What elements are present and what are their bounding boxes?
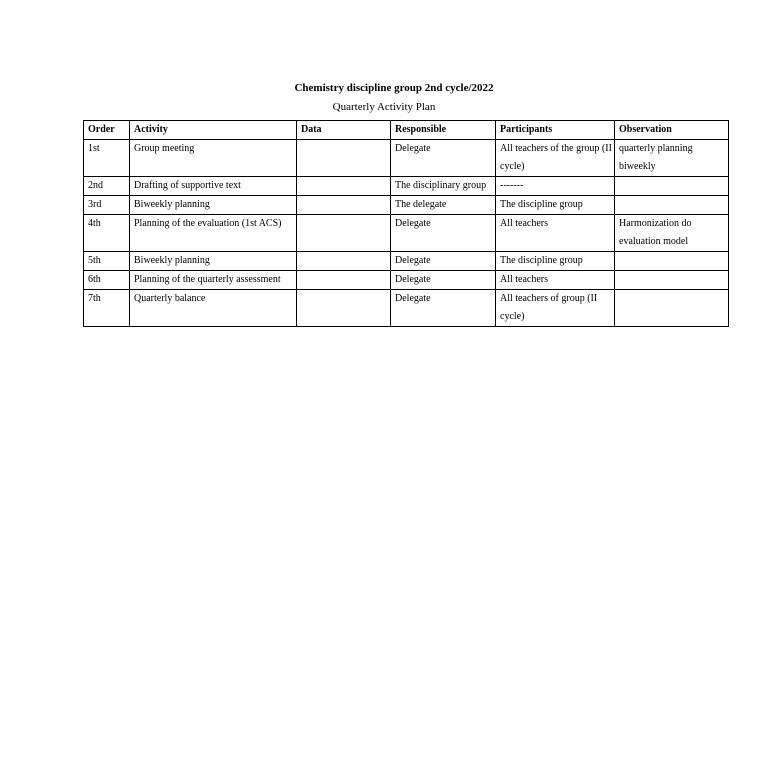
cell-order: 5th	[84, 252, 130, 271]
header-data: Data	[297, 121, 391, 140]
table-header-row	[84, 121, 729, 140]
table-row	[84, 215, 729, 252]
cell-observation	[615, 271, 729, 290]
cell-activity: Planning of the quarterly assessment	[130, 271, 297, 290]
cell-activity: Biweekly planning	[130, 196, 297, 215]
cell-data	[297, 290, 391, 327]
header-activity: Activity	[130, 121, 297, 140]
document-subtitle: Quarterly Activity Plan	[332, 101, 436, 113]
cell-order: 3rd	[84, 196, 130, 215]
cell-responsible: Delegate	[391, 290, 496, 327]
cell-order: 7th	[84, 290, 130, 327]
cell-participants: The discipline group	[496, 252, 615, 271]
cell-responsible: The disciplinary group	[391, 177, 496, 196]
cell-participants: -------	[496, 177, 615, 196]
table-row	[84, 271, 729, 290]
cell-responsible: Delegate	[391, 215, 496, 252]
cell-observation: Harmonization do evaluation model	[615, 215, 729, 252]
cell-data	[297, 140, 391, 177]
table-row	[84, 177, 729, 196]
cell-observation	[615, 252, 729, 271]
cell-observation	[615, 290, 729, 327]
cell-activity: Planning of the evaluation (1st ACS)	[130, 215, 297, 252]
header-observation: Observation	[615, 121, 729, 140]
cell-activity: Drafting of supportive text	[130, 177, 297, 196]
cell-order: 6th	[84, 271, 130, 290]
cell-activity: Quarterly balance	[130, 290, 297, 327]
cell-data	[297, 252, 391, 271]
header-order: Order	[84, 121, 130, 140]
header-participants: Participants	[496, 121, 615, 140]
cell-responsible: Delegate	[391, 140, 496, 177]
cell-participants: The discipline group	[496, 196, 615, 215]
cell-observation	[615, 177, 729, 196]
cell-data	[297, 177, 391, 196]
cell-activity: Biweekly planning	[130, 252, 297, 271]
cell-order: 1st	[84, 140, 130, 177]
cell-observation: quarterly planning biweekly	[615, 140, 729, 177]
cell-data	[297, 215, 391, 252]
cell-responsible: Delegate	[391, 252, 496, 271]
table-row	[84, 252, 729, 271]
cell-participants: All teachers of group (II cycle)	[496, 290, 615, 327]
cell-order: 4th	[84, 215, 130, 252]
cell-activity: Group meeting	[130, 140, 297, 177]
cell-responsible: Delegate	[391, 271, 496, 290]
table-row	[84, 196, 729, 215]
cell-participants: All teachers	[496, 215, 615, 252]
cell-participants: All teachers	[496, 271, 615, 290]
table-row	[84, 140, 729, 177]
cell-order: 2nd	[84, 177, 130, 196]
cell-data	[297, 271, 391, 290]
cell-participants: All teachers of the group (II cycle)	[496, 140, 615, 177]
table-row	[84, 290, 729, 327]
document-title: Chemistry discipline group 2nd cycle/2022	[294, 82, 494, 94]
activity-plan-table	[83, 120, 729, 327]
cell-responsible: The delegate	[391, 196, 496, 215]
cell-data	[297, 196, 391, 215]
cell-observation	[615, 196, 729, 215]
header-responsible: Responsible	[391, 121, 496, 140]
